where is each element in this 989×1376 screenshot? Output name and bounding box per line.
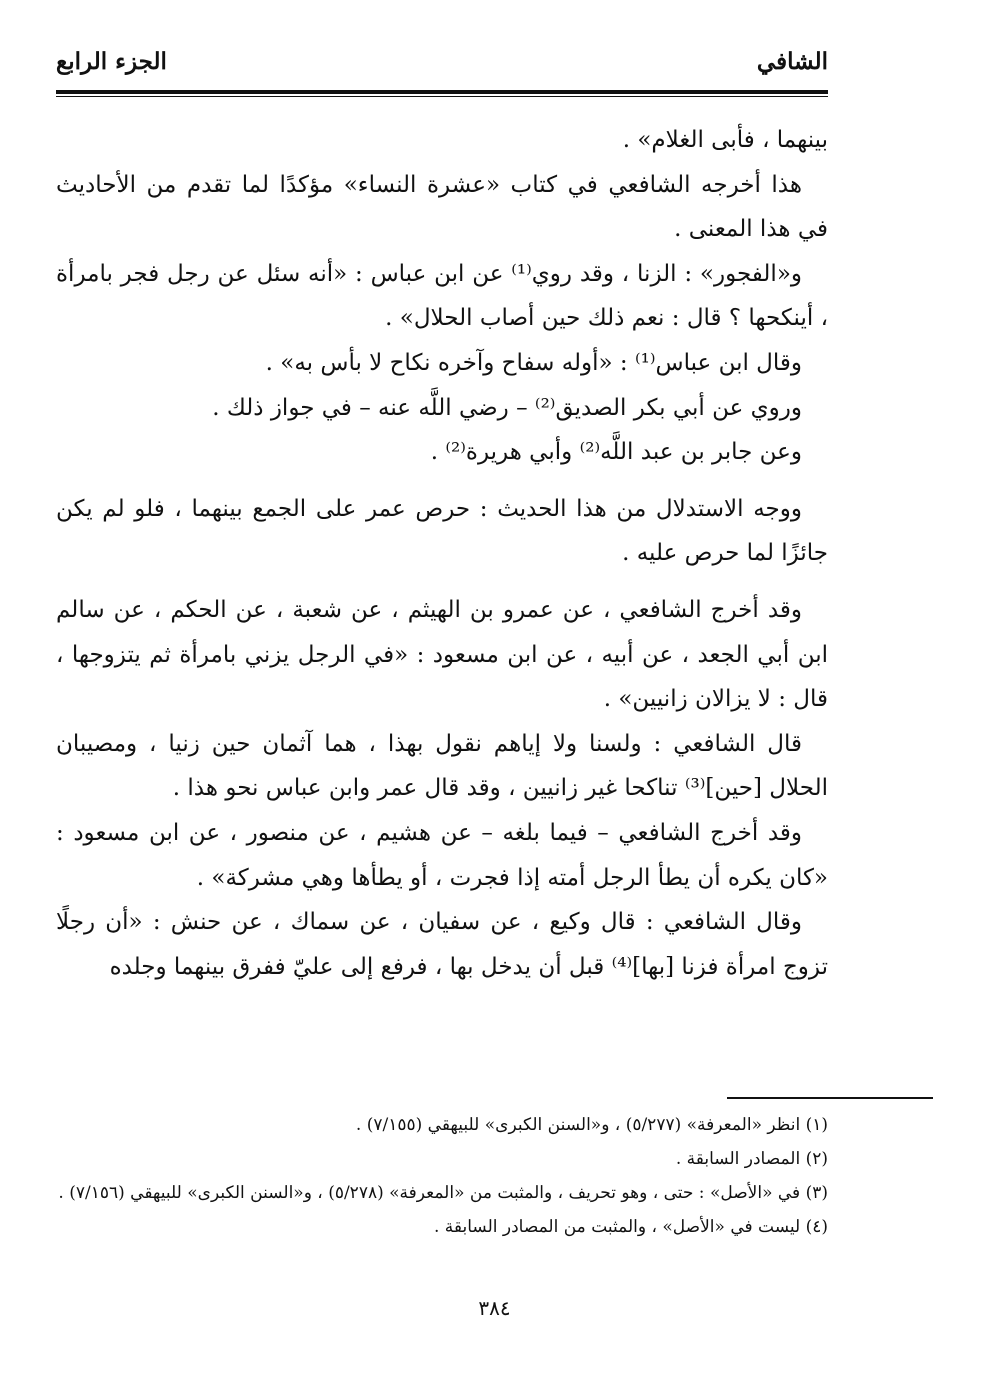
footnote: (١) انظر «المعرفة» (٥/٢٧٧) ، و«السنن الكبرى» للبيهقي (٧/١٥٥) . xyxy=(355,1115,828,1135)
paragraph: وروي عن أبي بكر الصديق⁽²⁾ – رضي اللَّه عنه – في جواز ذلك . xyxy=(212,394,802,421)
header-rule-thin xyxy=(56,96,828,97)
paragraph: وعن جابر بن عبد اللَّه⁽²⁾ وأبي هريرة⁽²⁾ . xyxy=(430,439,802,466)
paragraph: ووجه الاستدلال من هذا الحديث : حرص عمر على الجمع بينهما ، فلو لم يكن جائزًا لما حرص عليه . xyxy=(56,495,828,567)
paragraph: و«الفجور» : الزنا ، وقد روي⁽¹⁾ عن ابن عباس : «أنه سئل عن رجل فجر بامرأة ، أينكحها ؟ قال : نعم ذلك حين أصاب الحلال» . xyxy=(56,260,828,332)
header-rule xyxy=(56,90,828,94)
paragraph: بينهما ، فأبى الغلام» . xyxy=(622,127,828,153)
footnote: (٣) في «الأصل» : حتى ، وهو تحريف ، والمثبت من «المعرفة» (٥/٢٧٨) ، و«السنن الكبرى» للبيهقي (٧/١٥٦) . xyxy=(58,1183,828,1203)
footnote: (٢) المصادر السابقة . xyxy=(675,1149,828,1169)
book-title: الشافي xyxy=(756,48,828,75)
footnotes xyxy=(56,1108,828,1244)
volume-label: الجزء الرابع xyxy=(56,48,167,75)
paragraph: وقد أخرج الشافعي ، عن عمرو بن الهيثم ، عن شعبة ، عن الحكم ، عن سالم ابن أبي الجعد ، عن أبيه ، عن ابن مسعود : «في الرجل يزني بامرأة ثم يتزوجها ، قال : لا يزالان زانيين» . xyxy=(56,596,828,713)
paragraph: وقد أخرج الشافعي – فيما بلغه – عن هشيم ، عن منصور ، عن ابن مسعود : «كان يكره أن يطأ الرجل أمته إذا فجرت ، أو يطأها وهي مشركة» . xyxy=(56,819,828,891)
paragraph: قال الشافعي : ولسنا ولا إياهم نقول بهذا ، هما آثمان حين زنيا ، ومصيبان الحلال [حين]⁽³⁾ تناكحا غير زانيين ، وقد قال عمر وابن عباس نحو هذا . xyxy=(56,730,828,802)
page-number: ٣٨٤ xyxy=(478,1296,511,1320)
paragraph: وقال ابن عباس⁽¹⁾ : «أوله سفاح وآخره نكاح لا بأس به» . xyxy=(265,349,802,376)
paragraph: هذا أخرجه الشافعي في كتاب «عشرة النساء» مؤكدًا لما تقدم من الأحاديث في هذا المعنى . xyxy=(56,171,828,243)
footnote-rule xyxy=(727,1097,933,1099)
page-header xyxy=(56,46,828,86)
footnote: (٤) ليست في «الأصل» ، والمثبت من المصادر السابقة . xyxy=(434,1217,828,1237)
main-text xyxy=(56,118,828,989)
paragraph: وقال الشافعي : قال وكيع ، عن سفيان ، عن سماك ، عن حنش : «أن رجلًا تزوج امرأة فزنا [بها]⁽⁴⁾ قبل أن يدخل بها ، فرفع إلى عليّ ففرق بينهما وجلده xyxy=(56,909,828,980)
